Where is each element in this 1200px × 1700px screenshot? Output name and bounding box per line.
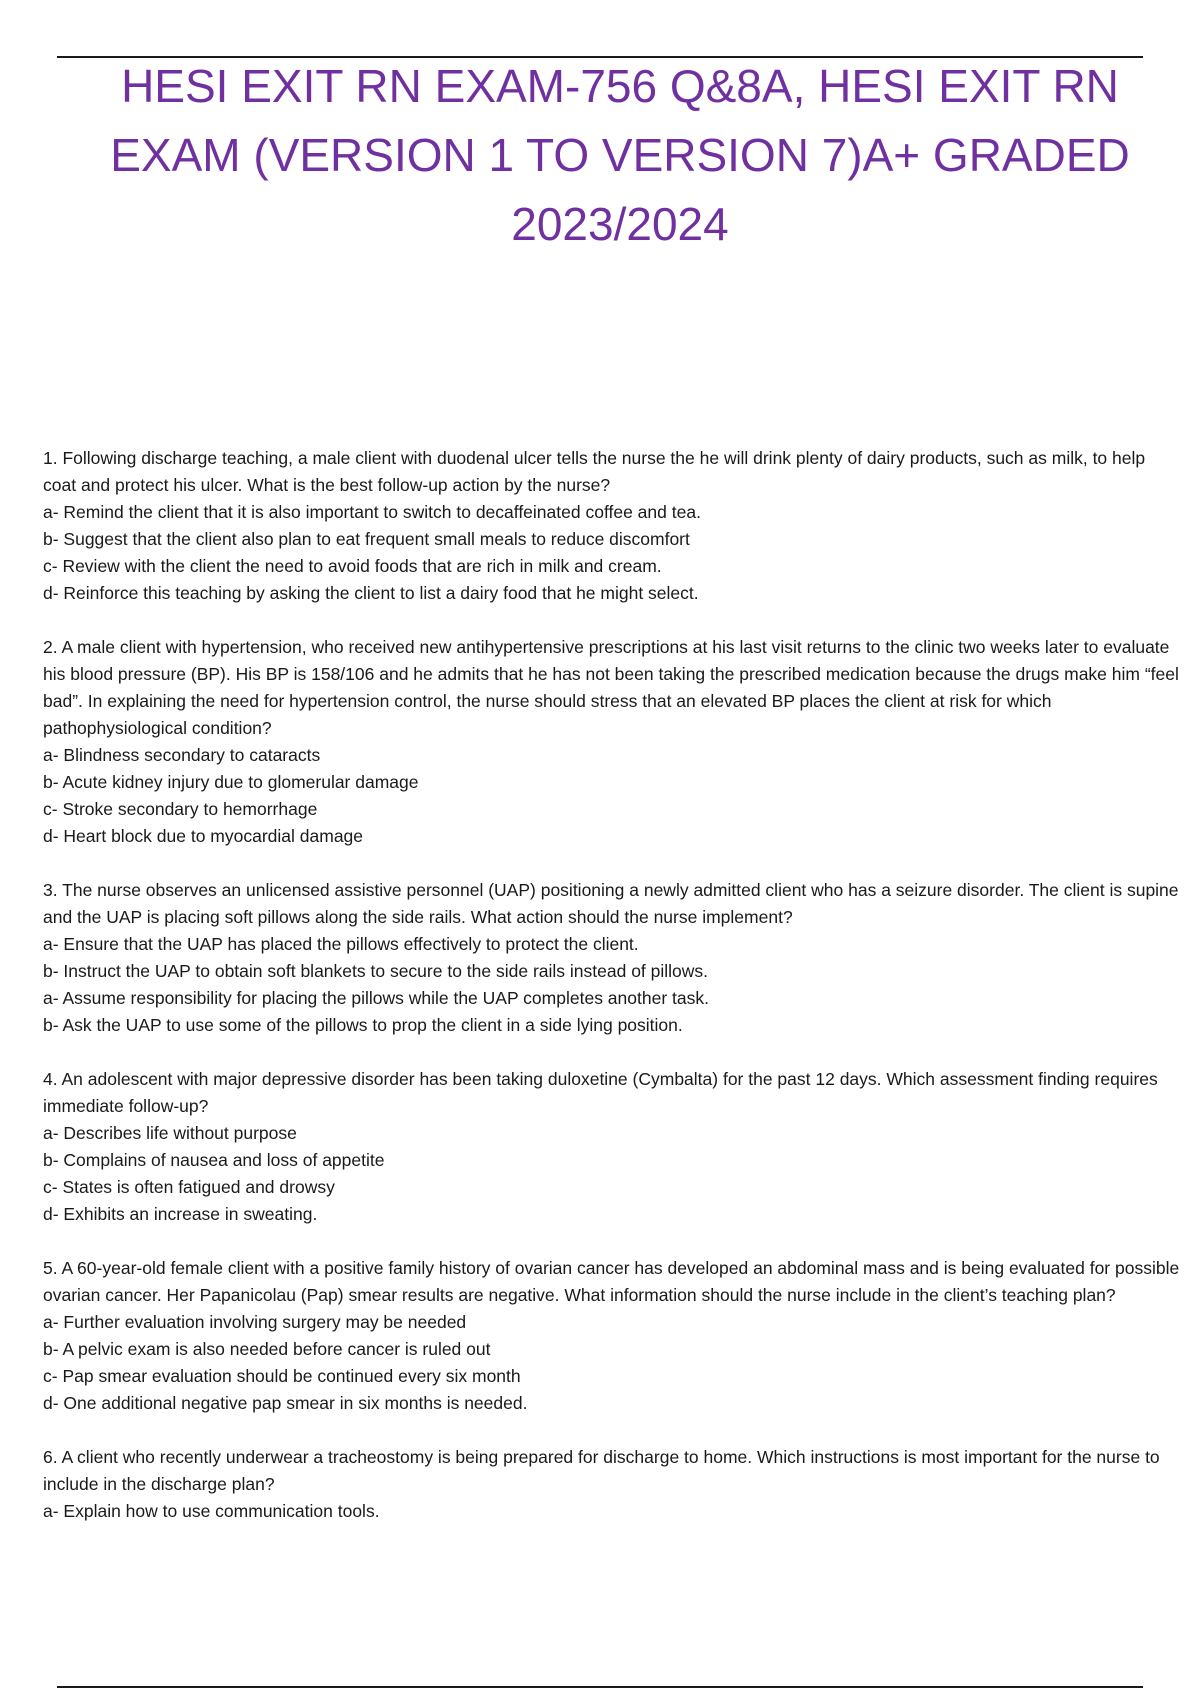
question-5-option-b: b- A pelvic exam is also needed before cancer is ruled out	[43, 1339, 491, 1359]
bottom-rule	[57, 1686, 1143, 1688]
title-line-1: HESI EXIT RN EXAM-756 Q&8A, HESI EXIT RN	[121, 60, 1119, 112]
question-4-option-a: a- Describes life without purpose	[43, 1123, 297, 1143]
question-5	[43, 1255, 1183, 1417]
question-5-stem: 5. A 60-year-old female client with a positive family history of ovarian cancer has developed an abdominal mass and is being evaluated for possible ovarian cancer. Her Papanicolau (Pap) smear results are negative. What information should the nurse include in the client’s teaching plan?	[43, 1258, 1180, 1305]
question-5-option-a: a- Further evaluation involving surgery may be needed	[43, 1312, 467, 1332]
question-2-stem: 2. A male client with hypertension, who received new antihypertensive prescriptions at his last visit returns to the clinic two weeks later to evaluate his blood pressure (BP). His BP is 158/106 and he admits that he has not been taking the prescribed medication because the drugs make him “feel bad”. In explaining the need for hypertension control, the nurse should stress that an elevated BP places the client at risk for which pathophysiological condition?	[43, 637, 1179, 738]
question-6	[43, 1444, 1183, 1525]
question-4-option-c: c- States is often fatigued and drowsy	[43, 1177, 335, 1197]
question-1-stem: 1. Following discharge teaching, a male client with duodenal ulcer tells the nurse the he will drink plenty of dairy products, such as milk, to help coat and protect his ulcer. What is the best follow-up action by the nurse?	[43, 448, 1146, 495]
question-1	[43, 445, 1183, 607]
question-1-option-c: c- Review with the client the need to avoid foods that are rich in milk and cream.	[43, 556, 662, 576]
question-1-option-a: a- Remind the client that it is also important to switch to decaffeinated coffee and tea.	[43, 502, 701, 522]
question-4-stem: 4. An adolescent with major depressive disorder has been taking duloxetine (Cymbalta) for the past 12 days. Which assessment finding requires immediate follow-up?	[43, 1069, 1158, 1116]
question-6-option-a: a- Explain how to use communication tools.	[43, 1501, 380, 1521]
question-4-option-b: b- Complains of nausea and loss of appetite	[43, 1150, 385, 1170]
question-1-option-d: d- Reinforce this teaching by asking the client to list a dairy food that he might select.	[43, 583, 699, 603]
question-4	[43, 1066, 1183, 1228]
question-3	[43, 877, 1183, 1039]
question-5-option-d: d- One additional negative pap smear in six months is needed.	[43, 1393, 528, 1413]
question-3-option-4: b- Ask the UAP to use some of the pillows to prop the client in a side lying position.	[43, 1015, 683, 1035]
question-1-option-b: b- Suggest that the client also plan to eat frequent small meals to reduce discomfort	[43, 529, 690, 549]
question-list	[43, 445, 1183, 1552]
question-2-option-d: d- Heart block due to myocardial damage	[43, 826, 364, 846]
question-5-option-c: c- Pap smear evaluation should be continued every six month	[43, 1366, 521, 1386]
question-2-option-b: b- Acute kidney injury due to glomerular damage	[43, 772, 419, 792]
question-6-stem: 6. A client who recently underwear a tracheostomy is being prepared for discharge to home. Which instructions is most important for the nurse to include in the discharge plan?	[43, 1447, 1160, 1494]
question-3-option-2: b- Instruct the UAP to obtain soft blankets to secure to the side rails instead of pillows.	[43, 961, 709, 981]
question-2-option-a: a- Blindness secondary to cataracts	[43, 745, 321, 765]
document-title	[60, 52, 1180, 259]
question-4-option-d: d- Exhibits an increase in sweating.	[43, 1204, 318, 1224]
question-3-option-3: a- Assume responsibility for placing the pillows while the UAP completes another task.	[43, 988, 709, 1008]
question-2	[43, 634, 1183, 850]
title-line-2: EXAM (VERSION 1 TO VERSION 7)A+ GRADED	[110, 129, 1130, 181]
title-line-3: 2023/2024	[511, 198, 729, 250]
question-3-option-1: a- Ensure that the UAP has placed the pillows effectively to protect the client.	[43, 934, 639, 954]
question-2-option-c: c- Stroke secondary to hemorrhage	[43, 799, 318, 819]
question-3-stem: 3. The nurse observes an unlicensed assistive personnel (UAP) positioning a newly admitted client who has a seizure disorder. The client is supine and the UAP is placing soft pillows along the side rails. What action should the nurse implement?	[43, 880, 1179, 927]
